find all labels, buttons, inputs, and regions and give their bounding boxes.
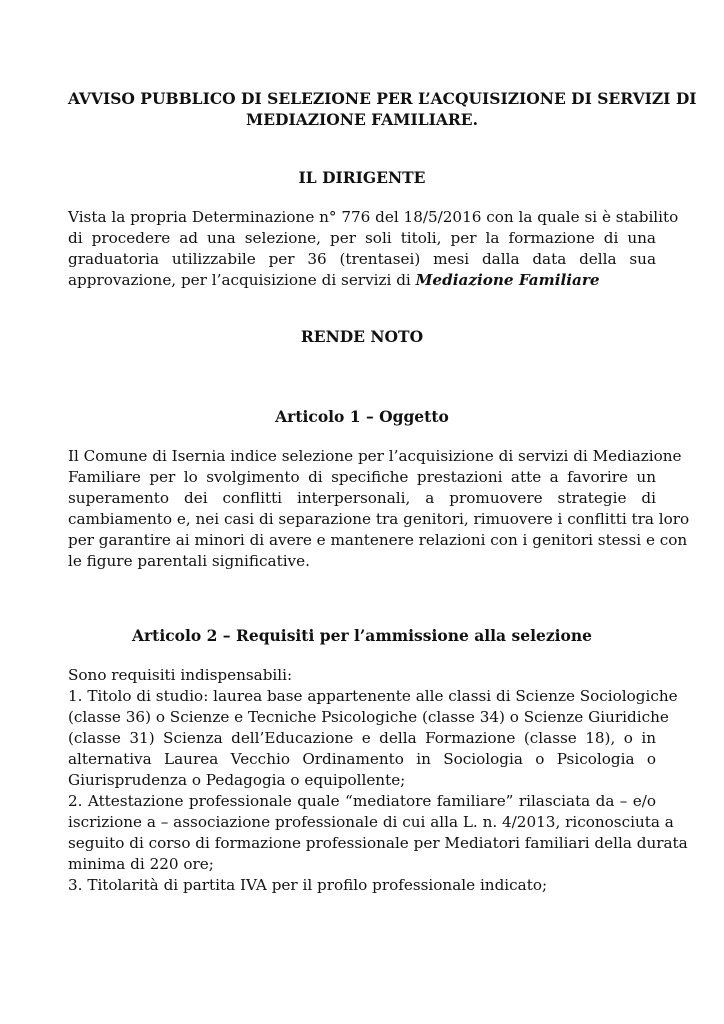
- intro-line: graduatoria utilizzabile per 36 (trentasei) mesi dalla data della sua: [68, 250, 656, 268]
- intro-line: Vista la propria Determinazione n° 776 del 18/5/2016 con la quale si è stabilito: [68, 208, 679, 226]
- requirement-2-line: minima di 220 ore;: [68, 855, 214, 873]
- intro-emphasis: Mediazione Familiare: [415, 271, 600, 289]
- requirement-2-line: iscrizione a – associazione professionale di cui alla L. n. 4/2013, riconosciuta a: [68, 813, 674, 831]
- intro-line-4-text: approvazione, per l’acquisizione di servizi di: [68, 271, 416, 289]
- requirement-1-line: (classe 36) o Scienze e Tecniche Psicologiche (classe 34) o Scienze Giuridiche: [68, 708, 669, 726]
- requirement-1-line: 1. Titolo di studio: laurea base appartenente alle classi di Scienze Sociologiche: [68, 687, 678, 705]
- intro-paragraph: [68, 207, 679, 291]
- article-1-line: Il Comune di Isernia indice selezione per l’acquisizione di servizi di Mediazione: [68, 447, 682, 465]
- article-1-line: le figure parentali significative.: [68, 552, 310, 570]
- il-dirigente-heading: IL DIRIGENTE: [298, 168, 426, 187]
- document-title: [68, 88, 697, 130]
- requirement-1-line: Giurisprudenza o Pedagogia o equipollente;: [68, 771, 406, 789]
- article-1-paragraph: [68, 446, 690, 572]
- title-line-2: MEDIAZIONE FAMILIARE.: [246, 110, 478, 129]
- requirement-3-line: 3. Titolarità di partita IVA per il profilo professionale indicato;: [68, 876, 548, 894]
- requirement-2-line: seguito di corso di formazione professionale per Mediatori familiari della durata: [68, 834, 688, 852]
- article-1-line: Familiare per lo svolgimento di specifiche prestazioni atte a favorire un: [68, 468, 656, 486]
- intro-line: di procedere ad una selezione, per soli titoli, per la formazione di una: [68, 229, 656, 247]
- article-1-line: cambiamento e, nei casi di separazione tra genitori, rimuovere i conflitti tra loro: [68, 510, 690, 528]
- article-2-paragraph: [68, 665, 688, 896]
- intro-line: [68, 270, 656, 291]
- article-2-heading: Articolo 2 – Requisiti per l’ammissione alla selezione: [131, 626, 592, 645]
- article-1-heading: Articolo 1 – Oggetto: [275, 407, 449, 426]
- rende-noto-heading: RENDE NOTO: [300, 327, 424, 346]
- requirement-2-line: 2. Attestazione professionale quale “mediatore familiare” rilasciata da – e/o: [68, 792, 656, 810]
- article-2-intro: Sono requisiti indispensabili:: [68, 666, 293, 684]
- requirement-1-line: alternativa Laurea Vecchio Ordinamento in Sociologia o Psicologia o: [68, 750, 656, 768]
- article-1-line: per garantire ai minori di avere e mantenere relazioni con i genitori stessi e con: [68, 531, 688, 549]
- title-line-1: AVVISO PUBBLICO DI SELEZIONE PER L’ACQUISIZIONE DI SERVIZI DI: [68, 89, 697, 108]
- article-1-line: superamento dei conflitti interpersonali, a promuovere strategie di: [68, 489, 656, 507]
- requirement-1-line: (classe 31) Scienza dell’Educazione e della Formazione (classe 18), o in: [68, 729, 656, 747]
